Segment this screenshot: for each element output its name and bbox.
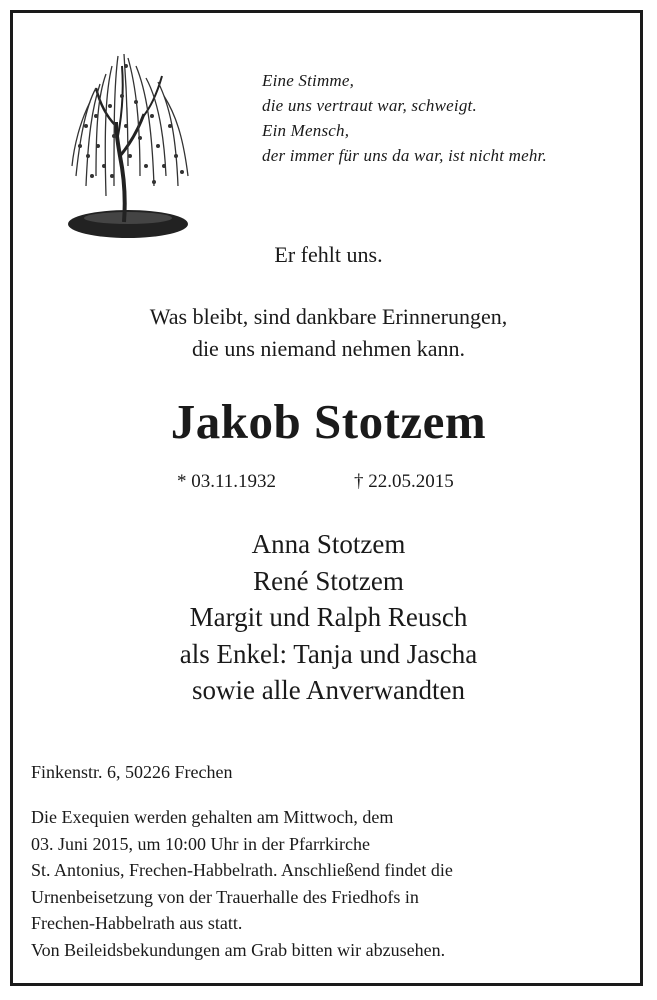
death-date: † 22.05.2015 bbox=[354, 471, 454, 492]
family-list bbox=[0, 526, 657, 709]
birth-date: * 03.11.1932 bbox=[177, 471, 277, 492]
missing-line: Er fehlt uns. bbox=[274, 242, 383, 267]
funeral-details bbox=[31, 804, 453, 963]
weeping-willow-icon bbox=[66, 26, 198, 248]
family-member: als Enkel: Tanja und Jascha bbox=[179, 638, 478, 669]
details-line: Frechen-Habbelrath aus statt. bbox=[31, 913, 243, 933]
family-member: René Stotzem bbox=[253, 565, 404, 596]
poem-line: die uns vertraut war, schweigt. bbox=[262, 96, 477, 115]
details-line: 03. Juni 2015, um 10:00 Uhr in der Pfarrkirche bbox=[31, 833, 370, 854]
poem-line: Eine Stimme, bbox=[262, 71, 355, 90]
details-line: Von Beileidsbekundungen am Grab bitten wir abzusehen. bbox=[31, 939, 446, 960]
memories-text bbox=[0, 301, 657, 365]
family-member: Anna Stotzem bbox=[251, 529, 406, 559]
details-line: St. Antonius, Frechen-Habbelrath. Anschließend findet die bbox=[31, 860, 453, 880]
poem-line: der immer für uns da war, ist nicht mehr. bbox=[262, 146, 547, 165]
poem bbox=[262, 68, 547, 168]
family-member: sowie alle Anverwandten bbox=[192, 675, 465, 705]
memories-line: Was bleibt, sind dankbare Erinnerungen, bbox=[149, 304, 508, 329]
memories-line: die uns niemand nehmen kann. bbox=[191, 336, 466, 361]
details-line: Die Exequien werden gehalten am Mittwoch, dem bbox=[31, 807, 394, 827]
deceased-name: Jakob Stotzem bbox=[170, 394, 487, 449]
address: Finkenstr. 6, 50226 Frechen bbox=[31, 762, 233, 782]
details-line: Urnenbeisetzung von der Trauerhalle des Friedhofs in bbox=[31, 886, 419, 907]
poem-line: Ein Mensch, bbox=[262, 121, 350, 140]
family-member: Margit und Ralph Reusch bbox=[189, 602, 468, 632]
